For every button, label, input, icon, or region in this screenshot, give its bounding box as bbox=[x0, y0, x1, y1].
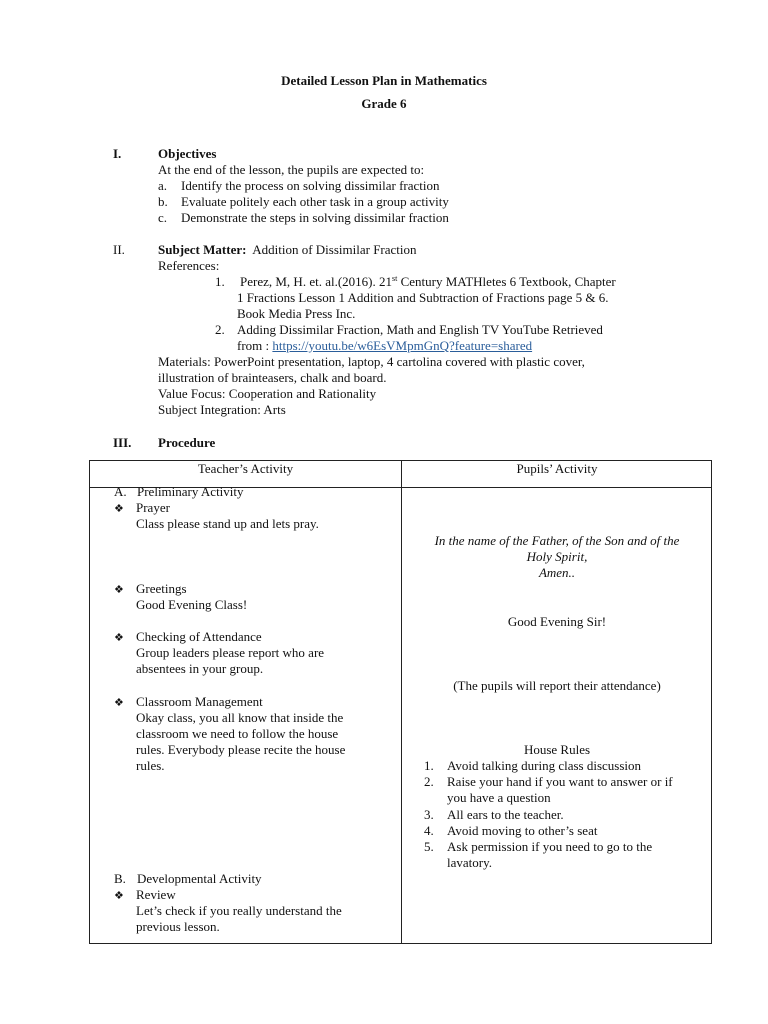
teacher-prayer-line: Class please stand up and lets pray. bbox=[136, 516, 319, 531]
objective-label: b. bbox=[158, 194, 168, 209]
subject-integration: Subject Integration: Arts bbox=[158, 402, 286, 417]
house-rules-title: House Rules bbox=[523, 742, 591, 757]
diamond-bullet-icon: ❖ bbox=[114, 503, 124, 515]
teacher-attendance-line-2: absentees in your group. bbox=[136, 661, 264, 676]
subject-matter-heading: Subject Matter: bbox=[158, 242, 247, 257]
objective-text: Evaluate politely each other task in a group activity bbox=[181, 194, 449, 209]
objective-item bbox=[158, 194, 449, 210]
house-rule-number: 3. bbox=[424, 807, 434, 822]
house-rule-text-continued: you have a question bbox=[447, 790, 551, 805]
references-label: References: bbox=[158, 258, 220, 273]
objective-label: c. bbox=[158, 210, 168, 225]
reference-2-from-label: from : bbox=[237, 338, 273, 353]
reference-2-url-link[interactable]: https://youtu.be/w6EsVMpmGnQ?feature=shared bbox=[272, 338, 533, 353]
objective-text: Demonstrate the steps in solving dissimilar fraction bbox=[181, 210, 449, 225]
reference-1-text-b: Century MATHletes 6 Textbook, Chapter bbox=[397, 274, 616, 289]
house-rule-text: Avoid moving to other’s seat bbox=[447, 823, 598, 838]
reference-number: 1. bbox=[215, 274, 225, 289]
section-numeral-3: III. bbox=[113, 435, 132, 450]
reference-1-line-1 bbox=[240, 274, 616, 290]
teacher-management-line-4: rules. bbox=[136, 758, 165, 773]
objective-item bbox=[158, 178, 440, 194]
teacher-review-line-2: previous lesson. bbox=[136, 919, 220, 934]
teacher-management-line-3: rules. Everybody please recite the house bbox=[136, 742, 346, 757]
house-rule-text-continued: lavatory. bbox=[447, 855, 492, 870]
house-rule-text: Avoid talking during class discussion bbox=[447, 758, 642, 773]
teacher-section-b bbox=[114, 871, 262, 887]
teacher-prayer bbox=[114, 500, 170, 517]
objectives-intro: At the end of the lesson, the pupils are expected to: bbox=[158, 162, 425, 177]
review-label: Review bbox=[136, 887, 176, 902]
reference-1-text-a: Perez, M, H. et. al.(2016). 21 bbox=[240, 274, 392, 289]
objectives-heading: Objectives bbox=[158, 146, 217, 161]
pupils-attendance: (The pupils will report their attendance) bbox=[453, 678, 661, 693]
house-rule-number: 1. bbox=[424, 758, 434, 773]
materials-line-2: illustration of brainteasers, chalk and board. bbox=[158, 370, 387, 385]
section-a-text: Preliminary Activity bbox=[137, 484, 244, 499]
teacher-greetings-line: Good Evening Class! bbox=[136, 597, 248, 612]
reference-number: 2. bbox=[215, 322, 225, 337]
reference-2-line-2 bbox=[237, 338, 532, 354]
reference-1-line-2: 1 Fractions Lesson 1 Addition and Subtraction of Fractions page 5 & 6. bbox=[237, 290, 609, 305]
reference-2-line-1: Adding Dissimilar Fraction, Math and English TV YouTube Retrieved bbox=[237, 322, 603, 337]
pupils-prayer-line-2: Holy Spirit, bbox=[526, 549, 588, 564]
reference-1-superscript: st bbox=[392, 274, 398, 283]
teacher-section-a bbox=[114, 484, 244, 500]
house-rule-number: 2. bbox=[424, 774, 434, 789]
house-rule-number: 4. bbox=[424, 823, 434, 838]
house-rule-text: Raise your hand if you want to answer or if bbox=[447, 774, 673, 789]
section-numeral-2: II. bbox=[113, 242, 125, 257]
teacher-management bbox=[114, 694, 263, 711]
pupils-prayer-line-1: In the name of the Father, of the Son and of the bbox=[434, 533, 680, 548]
section-b-text: Developmental Activity bbox=[137, 871, 262, 886]
objective-text: Identify the process on solving dissimilar fraction bbox=[181, 178, 440, 193]
materials-line-1: Materials: PowerPoint presentation, laptop, 4 cartolina covered with plastic cover, bbox=[158, 354, 585, 369]
document-title: Detailed Lesson Plan in Mathematics bbox=[281, 73, 487, 88]
grade-label: Grade 6 bbox=[361, 96, 407, 111]
teacher-attendance-line-1: Group leaders please report who are bbox=[136, 645, 325, 660]
house-rule-text: All ears to the teacher. bbox=[447, 807, 564, 822]
teacher-management-line-2: classroom we need to follow the house bbox=[136, 726, 339, 741]
attendance-label: Checking of Attendance bbox=[136, 629, 262, 644]
teacher-management-line-1: Okay class, you all know that inside the bbox=[136, 710, 344, 725]
diamond-bullet-icon: ❖ bbox=[114, 890, 124, 902]
objective-item bbox=[158, 210, 449, 226]
value-focus: Value Focus: Cooperation and Rationality bbox=[158, 386, 377, 401]
management-label: Classroom Management bbox=[136, 694, 263, 709]
teacher-greetings bbox=[114, 581, 187, 598]
reference-1-line-3: Book Media Press Inc. bbox=[237, 306, 356, 321]
section-numeral-1: I. bbox=[113, 146, 122, 161]
house-rule-number: 5. bbox=[424, 839, 434, 854]
diamond-bullet-icon: ❖ bbox=[114, 632, 124, 644]
teacher-review-line-1: Let’s check if you really understand the bbox=[136, 903, 342, 918]
objective-label: a. bbox=[158, 178, 168, 193]
section-b-label: B. bbox=[114, 871, 126, 886]
procedure-table bbox=[89, 460, 712, 944]
pupils-activity-header: Pupils’ Activity bbox=[516, 461, 598, 476]
teacher-review bbox=[114, 887, 176, 904]
pupils-greeting: Good Evening Sir! bbox=[507, 614, 607, 629]
teacher-attendance bbox=[114, 629, 262, 646]
diamond-bullet-icon: ❖ bbox=[114, 697, 124, 709]
section-a-label: A. bbox=[114, 484, 127, 499]
prayer-label: Prayer bbox=[136, 500, 170, 515]
subject-topic: Addition of Dissimilar Fraction bbox=[252, 242, 417, 257]
diamond-bullet-icon: ❖ bbox=[114, 584, 124, 596]
procedure-heading: Procedure bbox=[158, 435, 216, 450]
pupils-prayer-line-3: Amen.. bbox=[538, 565, 576, 580]
house-rule-text: Ask permission if you need to go to the bbox=[447, 839, 653, 854]
greetings-label: Greetings bbox=[136, 581, 187, 596]
subject-matter-line bbox=[158, 242, 417, 258]
teacher-activity-header: Teacher’s Activity bbox=[197, 461, 294, 476]
